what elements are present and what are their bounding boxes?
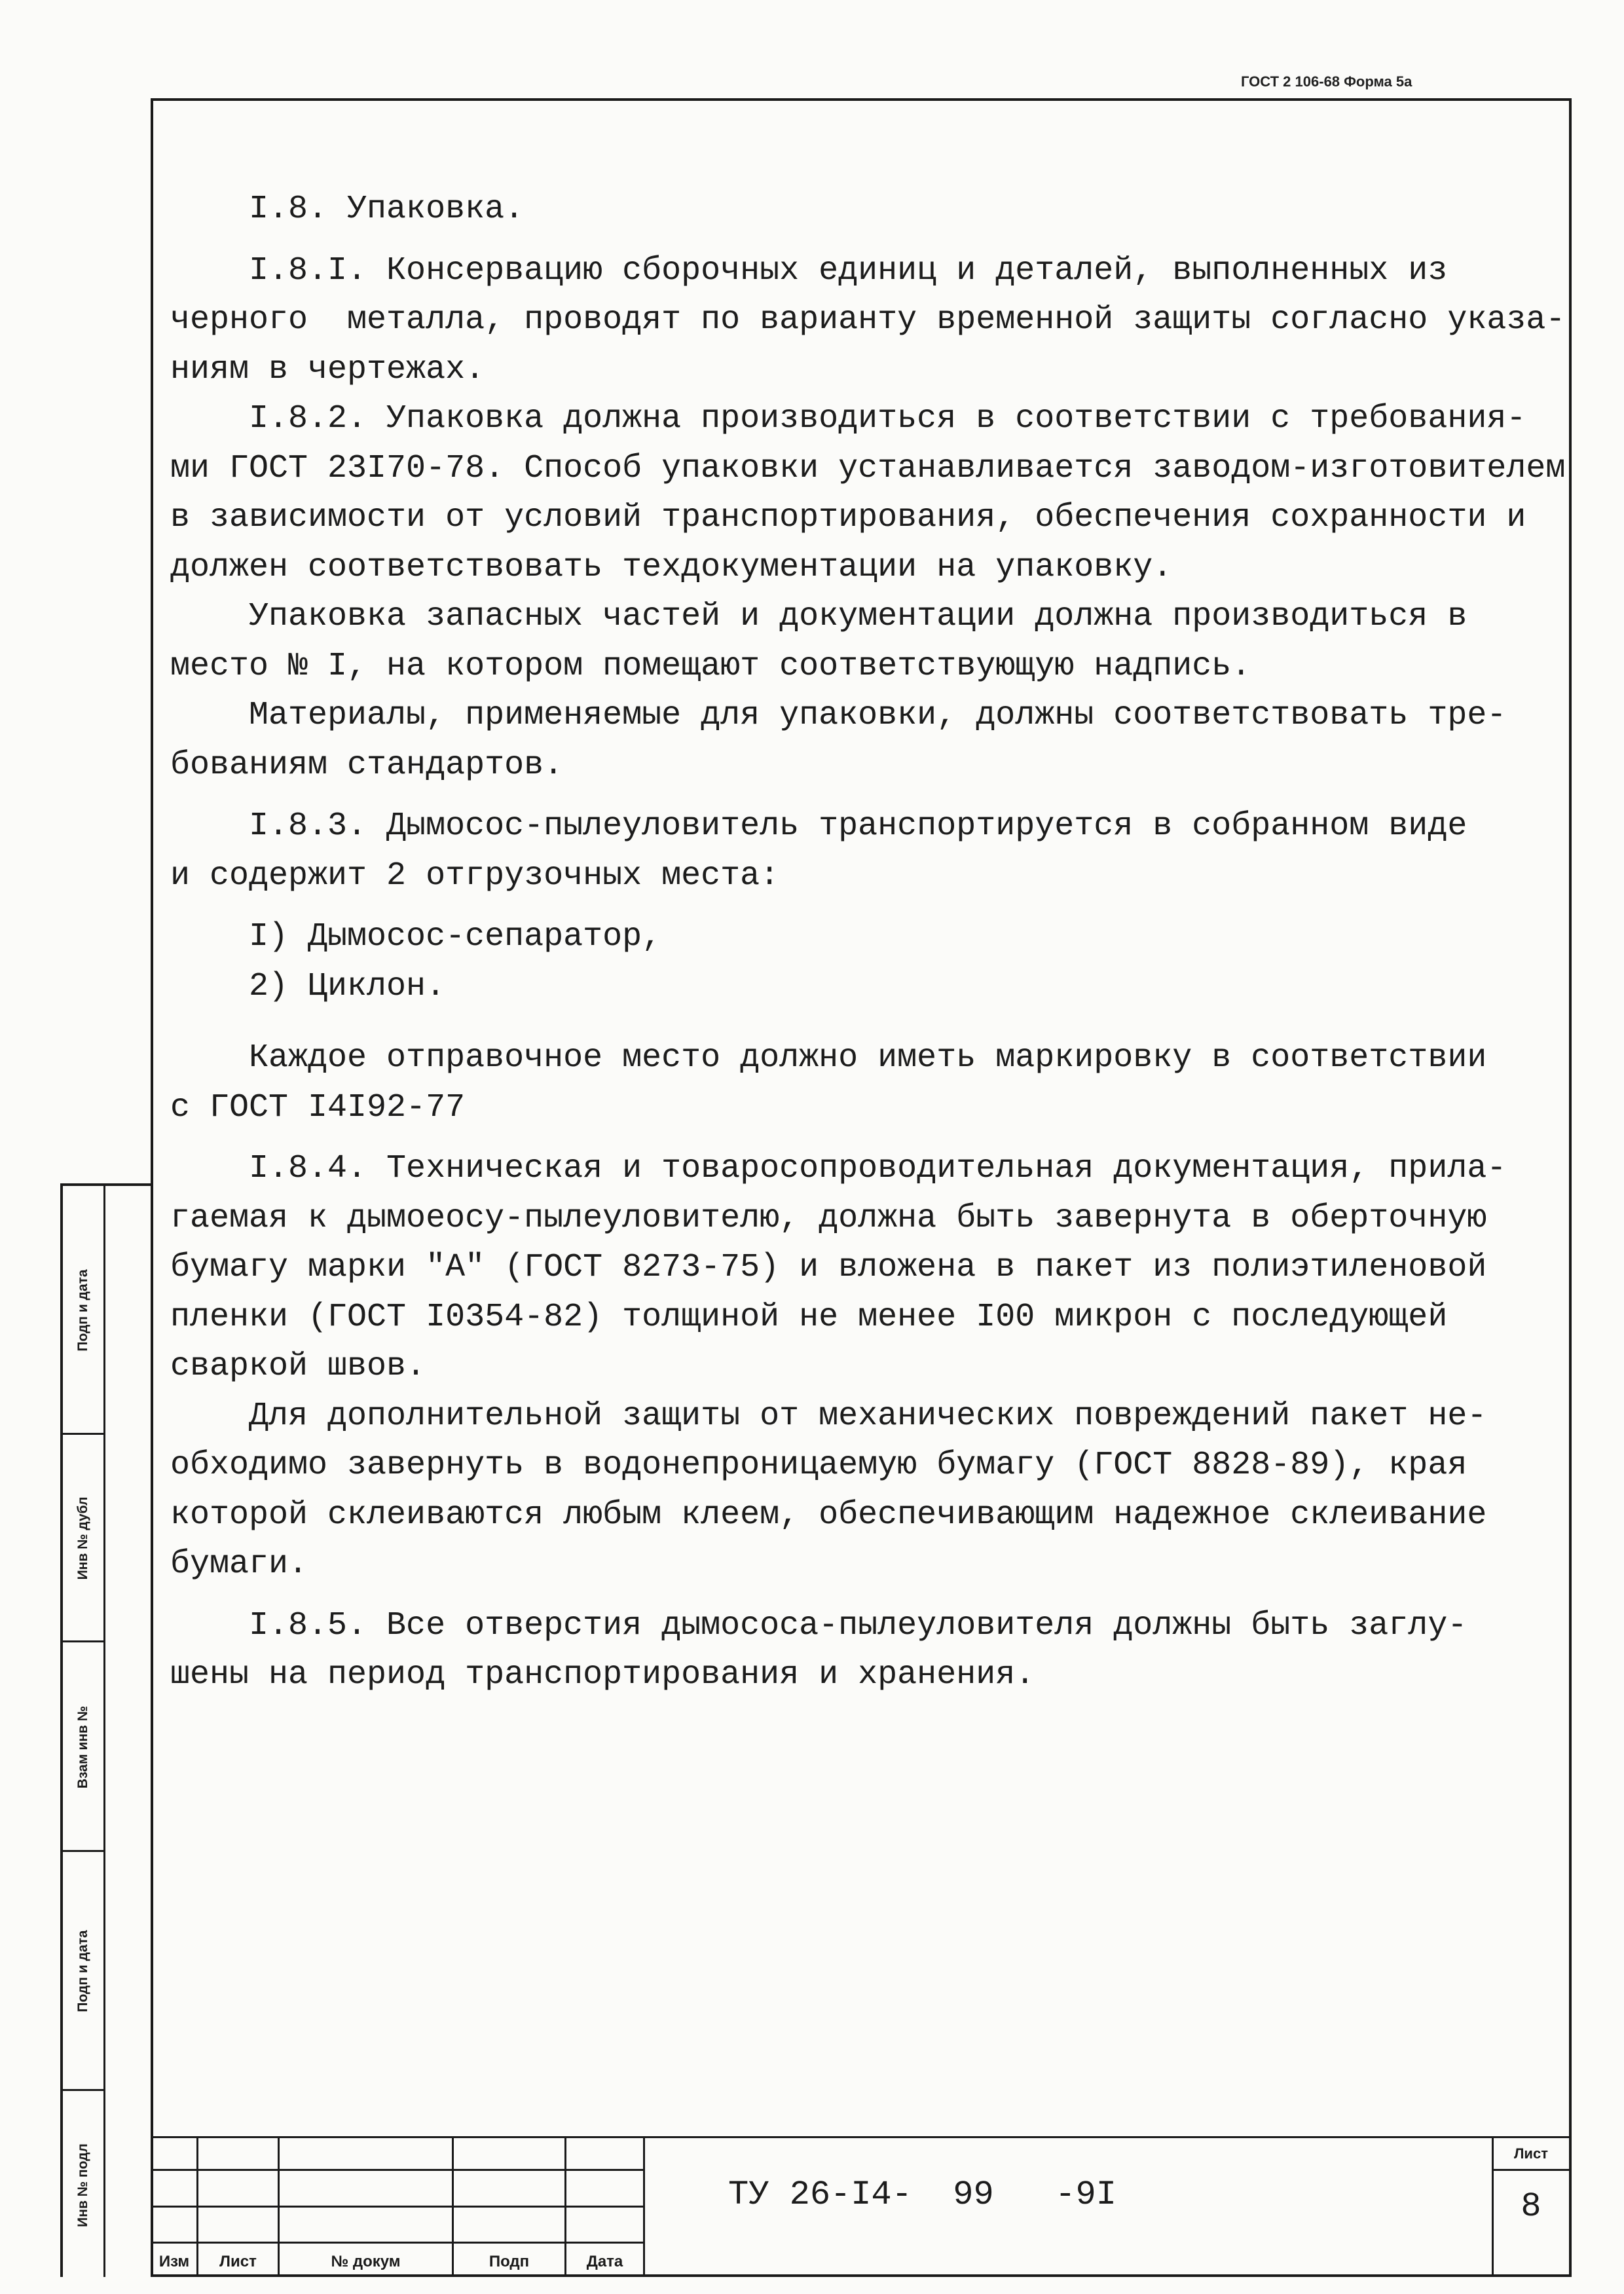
text-line: и содержит 2 отгрузочных места: — [170, 857, 780, 895]
text-line: Каждое отправочное место должно иметь маркировку в соответствии — [170, 1039, 1487, 1077]
text-line: которой склеиваются любым клеем, обеспечивающим надежное склеивание — [170, 1496, 1487, 1534]
text-line: Упаковка запасных частей и документации должна производиться в — [170, 598, 1467, 635]
text-line: ми ГОСТ 23I70-78. Способ упаковки устанавливается заводом-изготовителем — [170, 449, 1566, 487]
side-stamp-column — [60, 1183, 151, 2277]
side-cell-dup-inv — [63, 1435, 103, 1642]
list-item: I) Дымосос-сепаратор, — [170, 918, 662, 955]
text-line: бованиям стандартов. — [170, 746, 564, 784]
title-block-rule — [151, 2242, 643, 2244]
side-label: Инв № дубл — [75, 1496, 90, 1580]
title-block-rule — [151, 2169, 643, 2171]
title-block-rule — [1492, 2169, 1572, 2171]
side-label: Инв № подл — [75, 2143, 90, 2227]
side-cell-replace-inv — [63, 1642, 103, 1852]
list-item: 2) Циклон. — [170, 967, 446, 1005]
sheet-label: Лист — [1514, 2145, 1548, 2162]
text-line: бумагу марки "А" (ГОСТ 8273-75) и вложена в пакет из полиэтиленовой — [170, 1249, 1487, 1286]
text-line: должен соответствовать техдокументации на упаковку. — [170, 548, 1173, 586]
sheet-number: 8 — [1521, 2187, 1541, 2226]
text-line: место № I, на котором помещают соответствующую надпись. — [170, 647, 1251, 685]
col-label-date: Дата — [586, 2253, 623, 2270]
title-block-rule — [151, 2206, 643, 2208]
col-label-sheet: Лист — [219, 2253, 257, 2270]
document-body — [170, 185, 1566, 1700]
text-line: гаемая к дымоеосу-пылеуловителю, должна быть завернута в оберточную — [170, 1199, 1487, 1237]
text-line: ниям в чертежах. — [170, 350, 485, 388]
text-line: черного металла, проводят по варианту временной защиты согласно указа- — [170, 301, 1566, 339]
text-line: I.8.2. Упаковка должна производиться в соответствии с требования- — [170, 400, 1526, 437]
title-block-top-rule — [151, 2136, 1572, 2138]
document-code: ТУ 26-I4- 99 -9I — [728, 2175, 1116, 2214]
title-block-divider — [643, 2136, 645, 2277]
text-line: Материалы, применяемые для упаковки, должны соответствовать тре- — [170, 697, 1507, 734]
col-label-doc-number: № докум — [331, 2253, 401, 2270]
side-cell-orig-inv — [63, 2091, 103, 2280]
text-line: I.8.4. Техническая и товаросопроводительная документация, прила- — [170, 1150, 1507, 1187]
text-line: I.8.3. Дымосос-пылеуловитель транспортируется в собранном виде — [170, 807, 1467, 845]
text-line: сваркой швов. — [170, 1348, 426, 1385]
side-label: Подп и дата — [75, 1269, 90, 1352]
text-line: бумаги. — [170, 1545, 308, 1583]
section-heading: I.8. Упаковка. — [170, 191, 525, 228]
text-line: пленки (ГОСТ I0354-82) толщиной не менее I00 микрон с последующей — [170, 1298, 1448, 1336]
text-line: с ГОСТ I4I92-77 — [170, 1088, 466, 1126]
text-line: шены на период транспортирования и хранения. — [170, 1656, 1035, 1693]
text-line: в зависимости от условий транспортирования, обеспечения сохранности и — [170, 499, 1526, 536]
text-line: I.8.I. Консервацию сборочных единиц и деталей, выполненных из — [170, 251, 1448, 289]
side-label: Подп и дата — [75, 1930, 90, 2012]
form-stamp: ГОСТ 2 106-68 Форма 5а — [1241, 73, 1412, 90]
side-label: Взам инв № — [75, 1705, 90, 1789]
side-cell-sign-date — [63, 1186, 103, 1435]
text-line: обходимо завернуть в водонепроницаемую бумагу (ГОСТ 8828-89), края — [170, 1447, 1467, 1484]
text-line: I.8.5. Все отверстия дымососа-пылеуловителя должны быть заглу- — [170, 1606, 1467, 1644]
side-cell-sign-date-2 — [63, 1852, 103, 2091]
col-label-signature: Подп — [489, 2253, 530, 2270]
col-label-change: Изм — [158, 2253, 190, 2270]
text-line: Для дополнительной защиты от механических повреждений пакет не- — [170, 1397, 1487, 1435]
